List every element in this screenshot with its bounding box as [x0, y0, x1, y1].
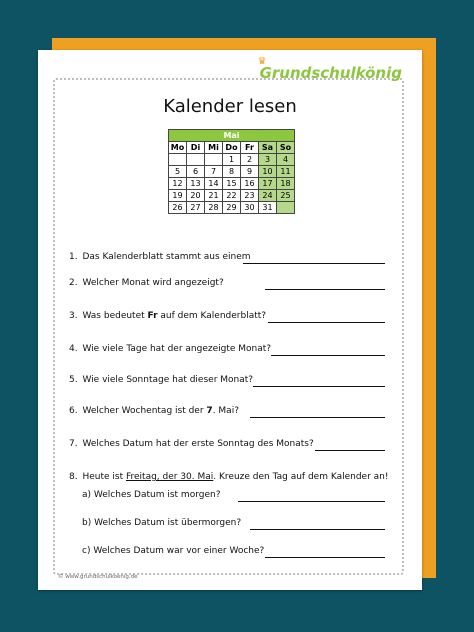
- brand-logo: [257, 56, 402, 82]
- question-text: Das Kalenderblatt stammt aus einem: [82, 252, 251, 262]
- question-number: 7.: [69, 439, 78, 449]
- calendar-week-row: [169, 166, 295, 178]
- calendar-week-row: [169, 202, 295, 214]
- question-text: Welcher Monat wird angezeigt?: [82, 278, 224, 288]
- question-text-a: Welcher Wochentag ist der: [82, 406, 207, 416]
- question-number: 8.: [69, 472, 78, 482]
- calendar-day[interactable]: [169, 154, 187, 166]
- question-1: [69, 252, 251, 262]
- question-8c: [82, 546, 264, 556]
- weekday-header: Do: [223, 142, 241, 154]
- calendar-day[interactable]: 12: [169, 178, 187, 190]
- calendar-day[interactable]: 10: [259, 166, 277, 178]
- worksheet-page: [38, 50, 422, 590]
- calendar-day[interactable]: [277, 202, 295, 214]
- question-number: 6.: [69, 406, 78, 416]
- question-text-a: Was bedeutet: [82, 311, 148, 321]
- calendar-day[interactable]: 4: [277, 154, 295, 166]
- question-text-b: . Mai?: [212, 406, 239, 416]
- calendar-week-row: [169, 154, 295, 166]
- calendar-day[interactable]: 27: [187, 202, 205, 214]
- calendar-day[interactable]: 18: [277, 178, 295, 190]
- answer-line-6[interactable]: [250, 417, 385, 418]
- answer-line-8b[interactable]: [250, 529, 385, 530]
- calendar-day[interactable]: 14: [205, 178, 223, 190]
- calendar-day[interactable]: 31: [259, 202, 277, 214]
- question-3: [69, 311, 266, 321]
- calendar-day[interactable]: 8: [223, 166, 241, 178]
- question-text: Welches Datum hat der erste Sonntag des Monats?: [82, 439, 314, 449]
- calendar-day[interactable]: [205, 154, 223, 166]
- question-number: 4.: [69, 344, 78, 354]
- calendar-day[interactable]: 29: [223, 202, 241, 214]
- calendar-day[interactable]: 23: [241, 190, 259, 202]
- question-number: 1.: [69, 252, 78, 262]
- calendar-day[interactable]: 30: [241, 202, 259, 214]
- weekday-header: So: [277, 142, 295, 154]
- weekday-header: Mi: [205, 142, 223, 154]
- question-2: [69, 278, 224, 288]
- footer-copyright: © www.grundschulkoenig.de: [58, 574, 138, 580]
- calendar-day[interactable]: 9: [241, 166, 259, 178]
- calendar-day[interactable]: 17: [259, 178, 277, 190]
- question-text-b: . Kreuze den Tag auf dem Kalender an!: [213, 472, 389, 482]
- calendar-day[interactable]: 15: [223, 178, 241, 190]
- question-number: 2.: [69, 278, 78, 288]
- calendar-day[interactable]: 7: [205, 166, 223, 178]
- question-number: 5.: [69, 375, 78, 385]
- question-bold: 7: [206, 406, 213, 416]
- question-text: Wie viele Sonntage hat dieser Monat?: [82, 375, 254, 385]
- answer-line-4[interactable]: [271, 355, 385, 356]
- calendar-day[interactable]: 16: [241, 178, 259, 190]
- question-7: [69, 439, 314, 449]
- calendar-day[interactable]: 28: [205, 202, 223, 214]
- question-8a: [82, 490, 220, 500]
- calendar-week-row: [169, 178, 295, 190]
- question-bold: Fr: [147, 311, 158, 321]
- crown-icon: ♛: [257, 56, 267, 67]
- answer-line-5[interactable]: [253, 386, 385, 387]
- question-text: Wie viele Tage hat der angezeigte Monat?: [82, 344, 272, 354]
- calendar-day[interactable]: 3: [259, 154, 277, 166]
- answer-line-8c[interactable]: [265, 557, 385, 558]
- answer-line-8a[interactable]: [238, 501, 385, 502]
- weekday-header: Mo: [169, 142, 187, 154]
- calendar: [168, 129, 295, 214]
- calendar-day[interactable]: 6: [187, 166, 205, 178]
- calendar-week-row: [169, 190, 295, 202]
- question-text: c) Welches Datum war vor einer Woche?: [82, 546, 265, 556]
- question-8: [69, 472, 388, 482]
- answer-line-7[interactable]: [315, 450, 385, 451]
- calendar-weekday-row: [169, 142, 295, 154]
- calendar-day[interactable]: 11: [277, 166, 295, 178]
- calendar-day[interactable]: 19: [169, 190, 187, 202]
- question-8b: [82, 518, 241, 528]
- calendar-day[interactable]: 22: [223, 190, 241, 202]
- question-4: [69, 344, 271, 354]
- calendar-day[interactable]: [187, 154, 205, 166]
- question-number: 3.: [69, 311, 78, 321]
- question-5: [69, 375, 253, 385]
- calendar-day[interactable]: 24: [259, 190, 277, 202]
- calendar-day[interactable]: 25: [277, 190, 295, 202]
- calendar-day[interactable]: 21: [205, 190, 223, 202]
- page-title: Kalender lesen: [163, 96, 297, 117]
- calendar-month: Mai: [169, 130, 295, 142]
- question-text-b: auf dem Kalenderblatt?: [157, 311, 267, 321]
- question-underline: Freitag, der 30. Mai: [125, 472, 214, 482]
- brand-name: Grundschulkönig: [259, 64, 402, 82]
- weekday-header: Di: [187, 142, 205, 154]
- question-6: [69, 406, 239, 416]
- calendar-day[interactable]: 2: [241, 154, 259, 166]
- answer-line-2[interactable]: [265, 289, 385, 290]
- question-text: b) Welches Datum ist übermorgen?: [82, 518, 242, 528]
- calendar-day[interactable]: 5: [169, 166, 187, 178]
- question-text: a) Welches Datum ist morgen?: [82, 490, 221, 500]
- weekday-header: Fr: [241, 142, 259, 154]
- calendar-day[interactable]: 13: [187, 178, 205, 190]
- weekday-header: Sa: [259, 142, 277, 154]
- calendar-day[interactable]: 1: [223, 154, 241, 166]
- question-text-a: Heute ist: [82, 472, 126, 482]
- calendar-day[interactable]: 20: [187, 190, 205, 202]
- calendar-day[interactable]: 26: [169, 202, 187, 214]
- answer-line-1[interactable]: [243, 263, 385, 264]
- answer-line-3[interactable]: [268, 322, 385, 323]
